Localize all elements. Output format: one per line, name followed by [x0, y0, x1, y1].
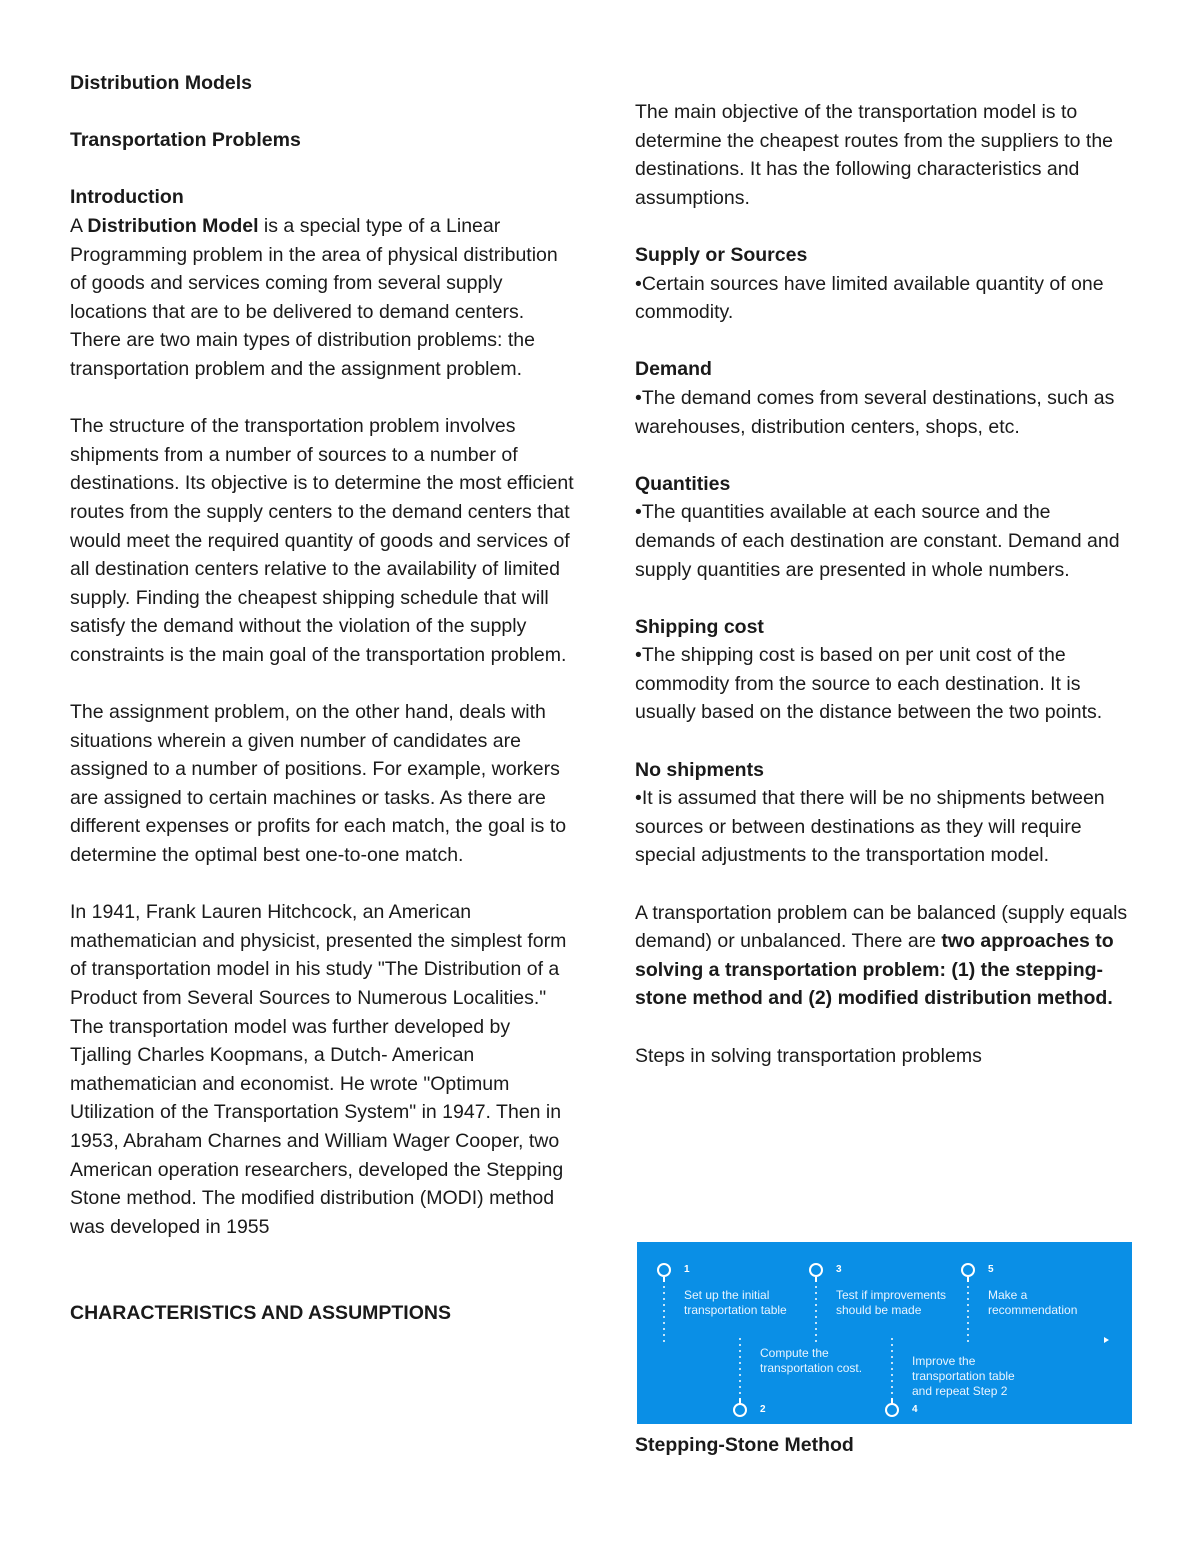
step-text: Improve the transportation table and repeat Step 2 [912, 1354, 1015, 1398]
document-subtitle: Transportation Problems [70, 129, 301, 152]
step-number: 5 [988, 1264, 994, 1275]
assignment-paragraph: The assignment problem, on the other hand, deals with situations wherein a given number of candidates are assigned to a number of positions. For example, workers are assigned to certain machines or tasks. As there are different expenses or profits for each match, the goal is to determine the optimal best one-to-one match. [70, 701, 567, 867]
step-text: Test if improvements should be made [836, 1288, 947, 1317]
objective-paragraph: The main objective of the transportation model is to determine the cheapest routes from the suppliers to the destinations. It has the following characteristics and assumptions. [635, 101, 1114, 209]
item-heading: Quantities [635, 472, 731, 495]
transportation-paragraph: The structure of the transportation problem involves shipments from a number of sources to a number of destinations. Its objective is to determine the most efficient routes from the supply centers to the demand centers that would meet the required quantity of goods and services of all destination centers relative to the availability of limited supply. Finding the cheapest shipping schedule that will satisfy the demand without the violation of the supply constraints is the main goal of the transportation problem. [70, 415, 574, 666]
item-text: •The shipping cost is based on per unit cost of the commodity from the source to each destination. It is usually based on the distance between the two points. [635, 644, 1103, 724]
step-number: 1 [684, 1264, 690, 1275]
steps-intro: Steps in solving transportation problems [635, 1044, 982, 1067]
left-column [70, 69, 575, 1327]
steps-diagram [637, 1242, 1132, 1424]
intro-body: is a special type of a Linear Programming problem in the area of physical distribution of goods and services coming from several supply locations that are to be delivered to demand centers. There are two main types of distribution problems: the transportation problem and the assignment problem. [70, 214, 558, 380]
item-heading: Shipping cost [635, 615, 764, 638]
item-text: •It is assumed that there will be no shipments between sources or between destinations as they will require special adjustments to the transportation model. [635, 787, 1105, 867]
step-number: 3 [836, 1264, 842, 1275]
item-heading: Demand [635, 358, 712, 381]
item-text: •Certain sources have limited available quantity of one commodity. [635, 272, 1104, 324]
approaches-bold: two approaches to solving a transportation problem: (1) the stepping-stone method and (2) modified distribution method. [635, 930, 1114, 1010]
history-paragraph: In 1941, Frank Lauren Hitchcock, an American mathematician and physicist, presented the simplest form of transportation model in his study "The Distribution of a Product from Several Sources to Numerous Localities." The transportation model was further developed by Tjalling Charles Koopmans, a Dutch- American mathematician and economist. He wrote "Optimum Utilization of the Transportation System" in 1947. Then in 1953, Abraham Charnes and William Wager Cooper, two American operation researchers, developed the Stepping Stone method. The modified distribution (MODI) method was developed in 1955 [70, 901, 567, 1238]
item-text: •The quantities available at each source and the demands of each destination are constant. Demand and supply quantities are presented in whole numbers. [635, 501, 1120, 581]
intro-paragraph [70, 212, 575, 384]
item-heading: Supply or Sources [635, 243, 808, 266]
figure-caption: Stepping-Stone Method [635, 1434, 854, 1456]
item-heading: No shipments [635, 758, 764, 781]
document-title: Distribution Models [70, 72, 252, 94]
step-number: 4 [912, 1404, 918, 1415]
right-column [635, 98, 1135, 1070]
section-heading: CHARACTERISTICS AND ASSUMPTIONS [70, 1301, 451, 1324]
intro-lead: A [70, 214, 88, 237]
step-text: Compute the transportation cost. [760, 1346, 863, 1375]
steps-diagram-lines [637, 1242, 1132, 1424]
step-text: Make a recommendation [988, 1288, 1078, 1317]
approaches-paragraph [635, 899, 1135, 1013]
intro-heading: Introduction [70, 186, 184, 209]
step-text: Set up the initial transportation table [684, 1288, 787, 1317]
intro-term: Distribution Model [87, 214, 259, 237]
approaches-text: A transportation problem can be balanced (supply equals demand) or unbalanced. There are [635, 901, 1128, 953]
item-text: •The demand comes from several destinations, such as warehouses, distribution centers, shops, etc. [635, 386, 1115, 438]
step-number: 2 [760, 1404, 766, 1415]
